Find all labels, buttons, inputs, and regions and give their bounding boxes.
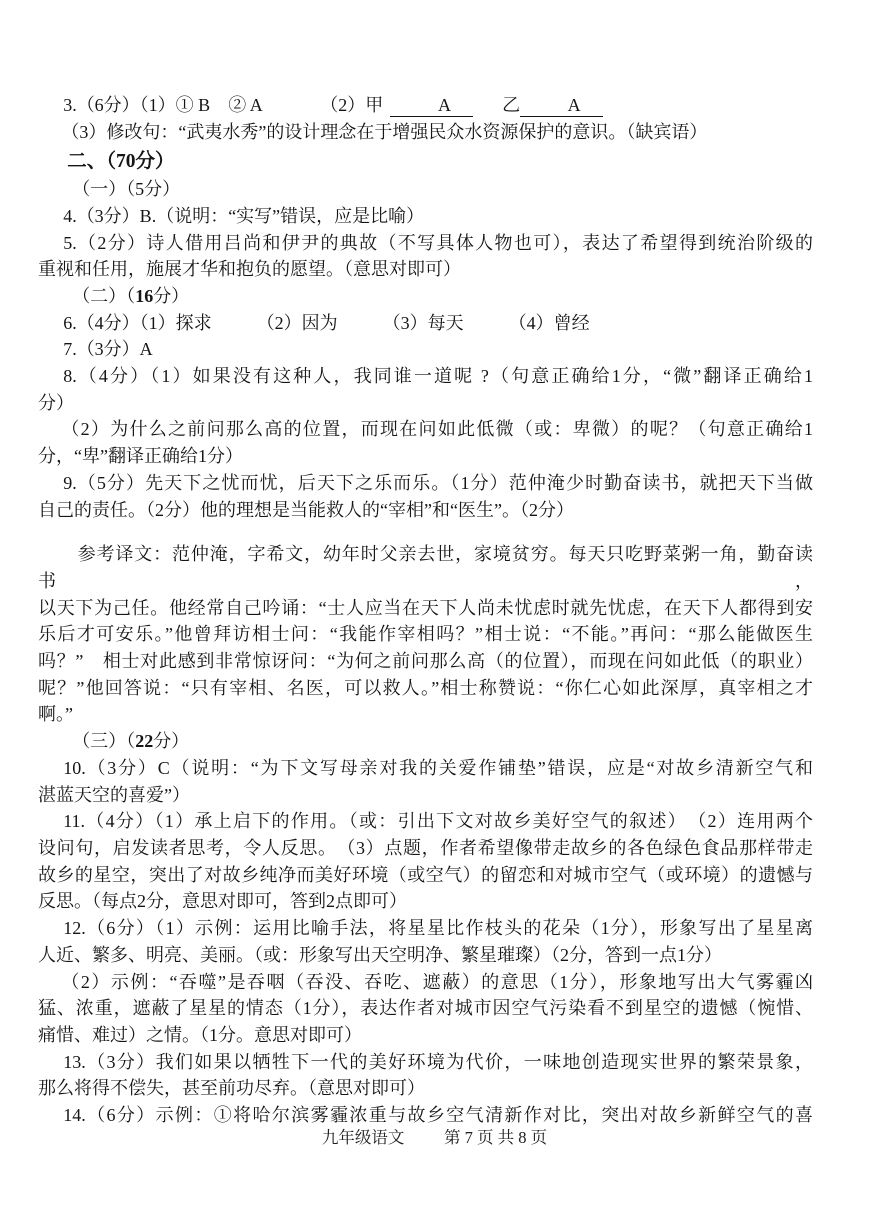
text-segment: 10.（3分）C（说明：“为下文写母亲对我的关爱作铺垫”错误，应是“对故乡清新空气和: [63, 757, 813, 778]
answer-item-12-cont: [38, 942, 813, 969]
text-segment: 湛蓝天空的喜爱”）: [38, 784, 190, 805]
text-segment: 啊。”: [38, 704, 73, 725]
reference-translation-cont: [38, 595, 813, 622]
text-segment: 3.（6分）（1）① B ② A: [63, 95, 263, 115]
text-segment: 9.（5分）先天下之忧而忧，后天下之乐而乐。（1分）范仲淹少时勤奋读书，就把天下当做: [63, 472, 813, 493]
footer-course-label: 九年级语文: [321, 1128, 405, 1147]
reference-translation-cont: [38, 701, 813, 728]
text-segment: 猛、浓重，遮蔽了星星的情态（1分），表达作者对城市因空气污染看不到星空的遗憾（惋惜、: [38, 998, 813, 1019]
answer-item-8-2-cont: [38, 443, 813, 470]
text-segment: 参考译文：范仲淹，字希文，幼年时父亲去世，家境贫穷。每天只吃野菜粥一角，勤奋读书，: [38, 544, 813, 591]
answer-item-12-2: [38, 969, 813, 996]
text-segment: （一）（5分）: [72, 179, 181, 200]
answer-item-7: [38, 336, 813, 363]
text-segment: 自己的责任。（2分）他的理想是当能救人的“宰相”和“医生”。（2分）: [38, 499, 574, 520]
answer-item-13-cont: [38, 1075, 813, 1102]
text-segment: （2）示例：“吞噬”是吞咽（吞没、吞吃、遮蔽）的意思（1分），形象地写出大气雾霾凶: [61, 971, 813, 992]
answer-item-5: [38, 230, 813, 257]
text-segment: 人近、繁多、明亮、美丽。（或：形象写出天空明净、繁星璀璨）（2分，答到一点1分）: [38, 944, 722, 965]
text-segment: 分）: [153, 731, 190, 752]
text-segment: （二）（: [72, 285, 136, 306]
page-footer: [0, 1124, 869, 1148]
text-segment: 那么将得不偿失，甚至前功尽弃。（意思对即可）: [38, 1078, 425, 1099]
text-segment: （三）（: [72, 731, 136, 752]
text-segment: 二、（70分）: [67, 151, 175, 173]
text-segment: 分）: [153, 285, 190, 306]
text-segment: 故乡的星空，突出了对故乡纯净而美好环境（或空气）的留恋和对城市空气（或环境）的遗憾与: [38, 864, 813, 885]
text-segment: 分，“卑”翻译正确给1分）: [38, 446, 243, 467]
answer-item-9: [38, 470, 813, 497]
document-content: [38, 92, 813, 1129]
subsection-1: [38, 176, 813, 203]
reference-translation-cont: [38, 621, 813, 648]
answer-item-12-2-cont: [38, 1022, 813, 1049]
text-segment: （3）修改句：“武夷水秀”的设计理念在于增强民众水资源保护的意识。（缺宾语）: [61, 121, 708, 142]
text-segment: 重视和任用，施展才华和抱负的愿望。（意思对即可）: [38, 259, 461, 280]
text-segment: 13.（3分）我们如果以牺牲下一代的美好环境为代价，一味地创造现实世界的繁荣景象，: [63, 1051, 813, 1072]
text-segment: 14.（6分）示例：①将哈尔滨雾霾浓重与故乡空气清新作对比，突出对故乡新鲜空气的喜: [63, 1105, 813, 1126]
answer-item-8: [38, 363, 813, 390]
subsection-3: [38, 728, 813, 755]
answer-item-8-2: [38, 416, 813, 443]
reference-translation: [38, 541, 813, 594]
text-segment: 反思。（每点2分，意思对即可，答到2点即可）: [38, 891, 407, 912]
answer-item-8-cont: [38, 390, 813, 417]
section-heading-2: [38, 149, 813, 176]
text-segment: 分）: [38, 392, 74, 413]
answer-item-4: [38, 203, 813, 230]
text-segment: 设问句，启发读者思考，令人反思。 （3）点题，作者希望像带走故乡的各色绿色食品那样带走: [38, 837, 813, 858]
answer-blank: A: [520, 96, 603, 117]
text-segment: 吗？” 相士对此感到非常惊讶问：“为何之前问那么高（的位置），而现在问如此低（的职业）: [38, 651, 813, 672]
subsection-2: [38, 283, 813, 310]
text-segment: 8.（4分）（1）如果没有这种人，我同谁一道呢 ?（句意正确给1分，“微”翻译正确给1: [63, 366, 813, 387]
answer-item-12: [38, 915, 813, 942]
text-segment: 乐后才可安乐。”他曾拜访相士问：“我能作宰相吗？”相士说：“不能。”再问：“那么能做医生: [38, 624, 813, 645]
answer-item-11: [38, 808, 813, 835]
answer-item-11-cont: [38, 862, 813, 889]
answer-item-6: [38, 310, 813, 337]
text-segment: 以天下为己任。他经常自己吟诵：“士人应当在天下人尚未忧虑时就先忧虑，在天下人都得到安: [38, 597, 813, 618]
footer-page-indicator: 第 7 页 共 8 页: [443, 1128, 548, 1147]
answer-item-12-2-cont: [38, 995, 813, 1022]
text-segment: 痛惜、难过）之情。（1分。意思对即可）: [38, 1024, 362, 1045]
text-segment: 乙: [502, 95, 521, 115]
answer-item-3: [38, 92, 813, 119]
text-segment: 12.（6分）（1）示例：运用比喻手法，将星星比作枝头的花朵（1分），形象写出了星星离: [63, 918, 813, 939]
answer-item-10-cont: [38, 782, 813, 809]
text-segment: 4.（3分）B.（说明：“实写”错误，应是比喻）: [63, 205, 425, 226]
text-segment: （2）甲: [320, 95, 384, 115]
text-segment: 7.（3分）A: [63, 339, 153, 360]
reference-translation-cont: [38, 648, 813, 675]
answer-item-5-cont: [38, 256, 813, 283]
answer-item-13: [38, 1049, 813, 1076]
text-segment: 11.（4分）（1）承上启下的作用。（或：引出下文对故乡美好空气的叙述） （2）连用两个: [63, 811, 813, 832]
answer-item-9-cont: [38, 497, 813, 524]
answer-item-11-cont: [38, 888, 813, 915]
answer-item-3-revision: [38, 119, 813, 146]
text-segment: 16: [135, 285, 154, 306]
answer-item-10: [38, 755, 813, 782]
reference-translation-cont: [38, 675, 813, 702]
text-segment: 呢？”他回答说：“只有宰相、名医，可以救人。”相士称赞说：“你仁心如此深厚，真宰相之才: [38, 677, 813, 698]
text-segment: 22: [135, 731, 154, 752]
text-segment: 6.（4分）（1）探求 （2）因为 （3）每天 （4）曾经: [63, 312, 590, 333]
answer-blank: A: [390, 96, 473, 117]
text-segment: （2）为什么之前问那么高的位置，而现在问如此低微（或：卑微）的呢？（句意正确给1: [61, 419, 813, 440]
text-segment: 5.（2分）诗人借用吕尚和伊尹的典故（不写具体人物也可），表达了希望得到统治阶级的: [63, 232, 813, 253]
answer-item-11-cont: [38, 835, 813, 862]
